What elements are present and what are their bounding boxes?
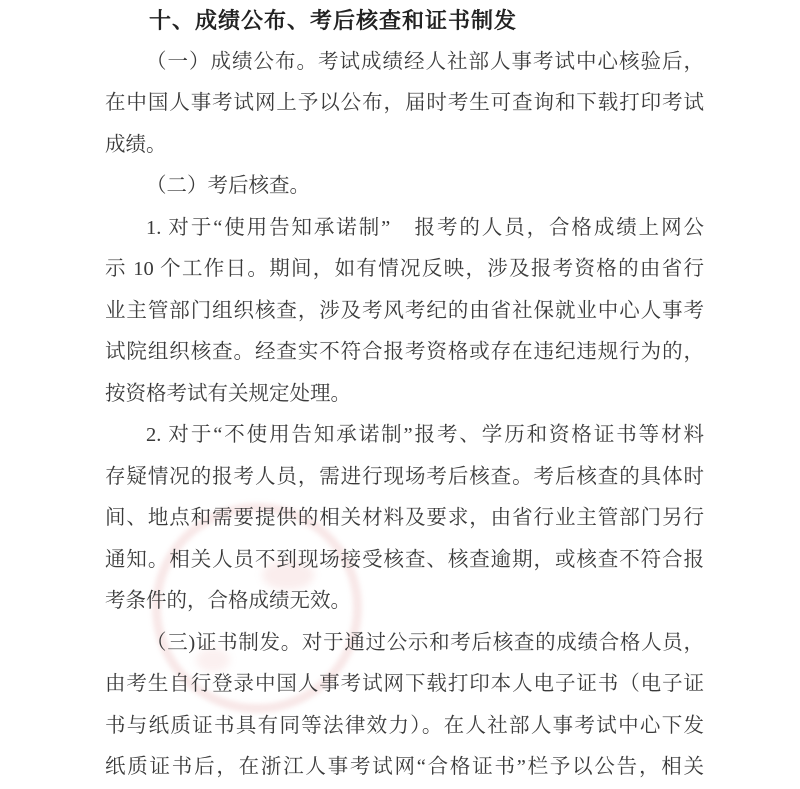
- text-line: 间、地点和需要提供的相关材料及要求，由省行业主管部门另行: [105, 507, 704, 529]
- text-line: 业主管部门组织核查，涉及考风考纪的由省社保就业中心人事考: [105, 299, 704, 322]
- text-line: （二）考后核查。: [146, 175, 310, 197]
- text-line: （一）成绩公布。考试成绩经人社部人事考试中心核验后，: [146, 50, 704, 73]
- text-line: 在中国人事考试网上予以公布，届时考生可查询和下载打印考试: [105, 92, 704, 114]
- text-line: 考条件的，合格成绩无效。: [105, 590, 351, 612]
- text-line: 示 10 个工作日。期间，如有情况反映，涉及报考资格的由省行: [105, 258, 704, 280]
- text-line: 1. 对于“使用告知承诺制” 报考的人员，合格成绩上网公: [146, 216, 704, 239]
- document-text: [105, 0, 704, 789]
- text-line: 纸质证书后，在浙江人事考试网“合格证书”栏予以公告，相关: [105, 756, 704, 778]
- text-line: 通知。相关人员不到现场接受核查、核查逾期，或核查不符合报: [105, 548, 704, 571]
- text-line: 2. 对于“不使用告知承诺制”报考、学历和资格证书等材料: [146, 424, 704, 446]
- text-line: 存疑情况的报考人员，需进行现场考后核查。考后核查的具体时: [105, 465, 704, 488]
- text-line: 试院组织核查。经查实不符合报考资格或存在违纪违规行为的，: [105, 341, 704, 363]
- text-line: 按资格考试有关规定处理。: [105, 382, 351, 405]
- text-line: 由考生自行登录中国人事考试网下载打印本人电子证书（电子证: [105, 673, 704, 695]
- section-heading: 十、成绩公布、考后核查和证书制发: [149, 8, 518, 33]
- text-line: 成绩。: [105, 133, 167, 156]
- text-line: （三)证书制发。对于通过公示和考后核查的成绩合格人员，: [146, 631, 704, 654]
- text-line: 书与纸质证书具有同等法律效力）。在人社部人事考试中心下发: [105, 714, 704, 737]
